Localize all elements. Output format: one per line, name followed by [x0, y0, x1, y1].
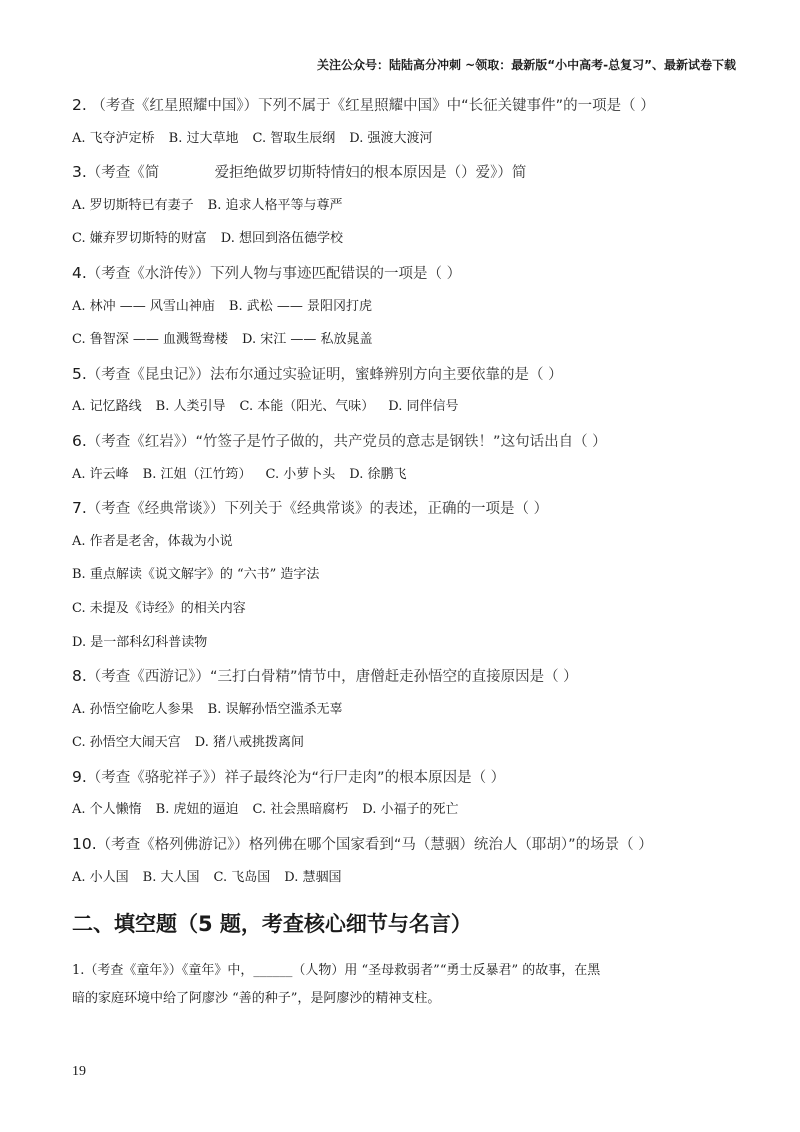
- options-row: [72, 394, 732, 420]
- option-b: B. 大人国: [142, 869, 200, 885]
- question-number: 4.: [72, 263, 87, 282]
- option-b: B. 误解孙悟空滥杀无辜: [207, 701, 343, 717]
- option-d: D. 同伴信号: [388, 399, 459, 415]
- question-number: 6.: [72, 431, 87, 450]
- option-c: C. 本能（阳光、气味）: [239, 399, 375, 415]
- option-a: A. 林冲 —— 风雪山神庙: [72, 298, 215, 314]
- question-9: [72, 764, 732, 790]
- question-text: （考查《骆驼祥子》）祥子最终沦为“行尸走肉”的根本原因是（ ）: [86, 769, 506, 786]
- question-number: 3.: [72, 163, 87, 182]
- option-b: B. 过大草地: [168, 130, 239, 146]
- question-number: 7.: [72, 499, 87, 518]
- option-a: A. 作者是老舍，体裁为小说: [72, 533, 233, 549]
- options-row: [72, 697, 732, 723]
- question-10: [72, 831, 732, 857]
- option-c: C. 小萝卜头: [265, 466, 336, 482]
- options-row: [72, 226, 732, 252]
- option-b: B. 武松 —— 景阳冈打虎: [228, 298, 373, 314]
- fill-question-1: [72, 957, 732, 1013]
- option-b: B. 重点解读《说文解字》的 “六书” 造字法: [72, 567, 320, 583]
- option-d: D. 想回到洛伍德学校: [220, 231, 343, 247]
- question-2: [72, 92, 732, 118]
- question-3: [72, 159, 732, 185]
- question-text: （考查《昆虫记》）法布尔通过实验证明，蜜蜂辨别方向主要依靠的是（ ）: [86, 366, 563, 383]
- options-row: [72, 865, 732, 891]
- question-text: （考查《经典常谈》）下列关于《经典常谈》的表述，正确的一项是（ ）: [86, 501, 549, 518]
- options-row: [72, 327, 732, 353]
- option-d: D. 是一部科幻科普读物: [72, 634, 208, 650]
- option-b: B. 江姐（江竹筠）: [142, 466, 252, 482]
- options-row: [72, 126, 732, 152]
- options-row: [72, 294, 732, 320]
- option-c: C. 智取生辰纲: [252, 130, 336, 146]
- question-text: （考查《水浒传》）下列人物与事迹匹配错误的一项是（ ）: [86, 265, 462, 282]
- option-d: D. 徐鹏飞: [349, 466, 407, 482]
- options-row: [72, 797, 732, 823]
- question-8: [72, 663, 732, 689]
- question-text: （考查《红岩》）“竹签子是竹子做的，共产党员的意志是钢铁！”这句话出自（ ）: [86, 433, 607, 450]
- option-a: A. 飞夺泸定桥: [72, 130, 155, 146]
- option-d: D. 猪八戒挑拨离间: [194, 735, 304, 751]
- option-c: C. 鲁智深 —— 血溅鸳鸯楼: [72, 332, 229, 348]
- option-b: B. 追求人格平等与尊严: [207, 197, 343, 213]
- option-a: A. 个人懒惰: [72, 802, 142, 818]
- question-7: [72, 495, 732, 521]
- options-row: [72, 193, 732, 219]
- question-text: （考查《红星照耀中国》）下列不属于《红星照耀中国》中“长征关键事件”的一项是（ ）: [91, 98, 655, 114]
- option-c: C. 社会黑暗腐朽: [252, 802, 349, 818]
- question-number: 5.: [72, 364, 87, 383]
- option-c: C. 孙悟空大闹天宫: [72, 735, 181, 751]
- question-text: （考查《简 爱拒绝做罗切斯特情妇的根本原因是（）爱》）简: [86, 165, 527, 182]
- options-row: [72, 730, 732, 756]
- question-number: 9.: [72, 767, 87, 786]
- page-number: 19: [72, 1064, 86, 1079]
- question-number: 8.: [72, 667, 87, 686]
- option-c: C. 飞岛国: [213, 869, 271, 885]
- page-header: 关注公众号：陆陆高分冲刺 ~领取：最新版“小中高考-总复习”、最新试卷下载: [317, 58, 736, 72]
- option-d: D. 小福子的死亡: [362, 802, 459, 818]
- option-a: A. 记忆路线: [72, 399, 142, 415]
- question-6: [72, 428, 732, 454]
- section-title: 二、填空题（5 题，考查核心细节与名言）: [72, 912, 472, 936]
- question-4: [72, 260, 732, 286]
- option-d: D. 强渡大渡河: [349, 130, 433, 146]
- question-list: [72, 92, 732, 898]
- option-b: B. 虎妞的逼迫: [155, 802, 239, 818]
- option-a: A. 小人国: [72, 869, 129, 885]
- option-d: D. 慧骃国: [284, 869, 342, 885]
- option-c: C. 未提及《诗经》的相关内容: [72, 600, 246, 616]
- option-a: A. 罗切斯特已有妻子: [72, 197, 194, 213]
- question-text: （考查《西游记》）“三打白骨精”情节中，唐僧赶走孙悟空的直接原因是（ ）: [86, 669, 578, 686]
- fill-question-line: 1.（考查《童年》）《童年》中，______（人物）用 “圣母救弱者”“勇士反暴君” 的故事，在黑: [72, 963, 601, 978]
- question-5: [72, 361, 732, 387]
- option-c: C. 嫌弃罗切斯特的财富: [72, 231, 207, 247]
- option-a: A. 许云峰: [72, 466, 129, 482]
- question-text: （考查《格列佛游记》）格列佛在哪个国家看到“马（慧骃）统治人（耶胡）”的场景（ ）: [96, 837, 653, 854]
- question-number: 10.: [72, 835, 97, 854]
- question-number: 2.: [72, 96, 87, 114]
- fill-question-line: 暗的家庭环境中给了阿廖沙 “善的种子”，是阿廖沙的精神支柱。: [72, 991, 441, 1006]
- options-row: [72, 462, 732, 488]
- option-b: B. 人类引导: [155, 399, 226, 415]
- option-a: A. 孙悟空偷吃人参果: [72, 701, 194, 717]
- option-d: D. 宋江 —— 私放晁盖: [242, 332, 373, 348]
